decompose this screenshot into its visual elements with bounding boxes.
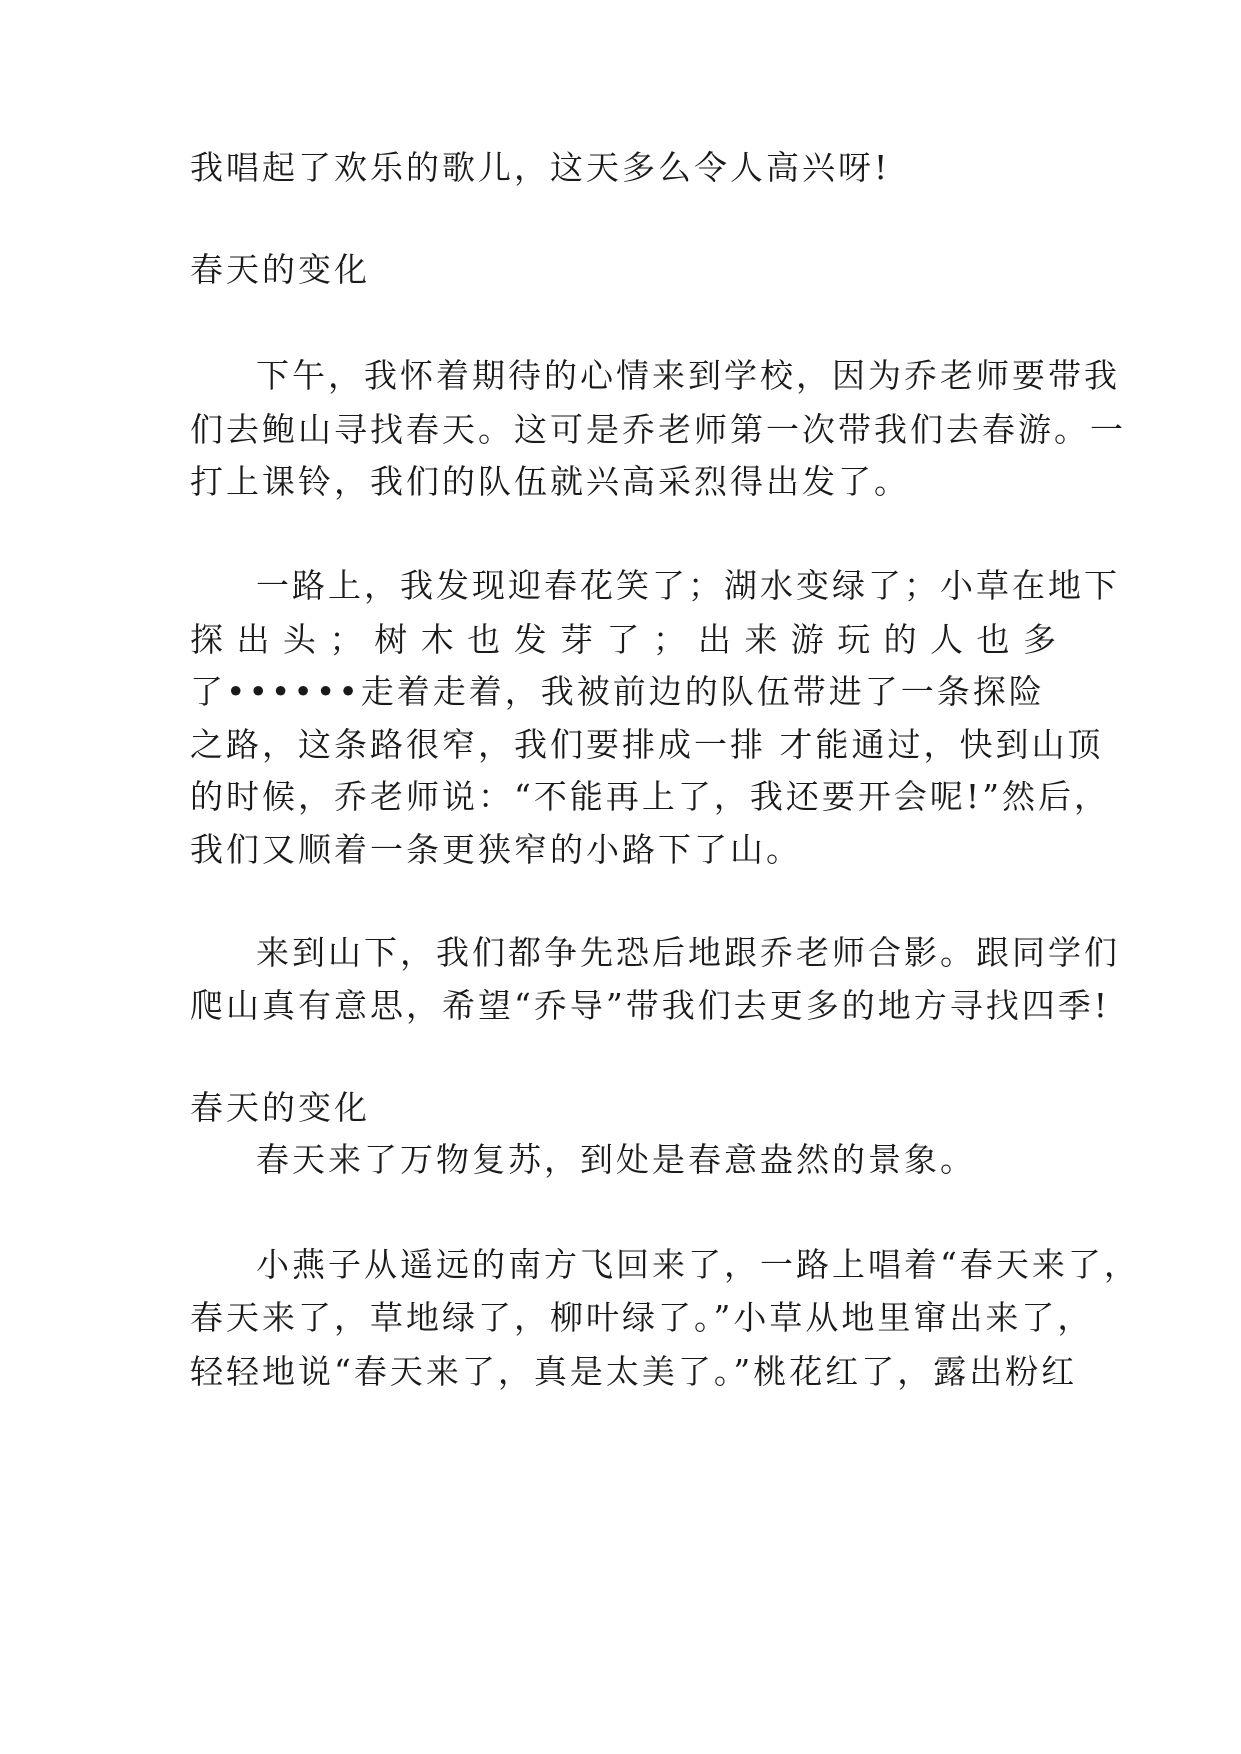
text-line: 来到山下，我们都争先恐后地跟乔老师合影。跟同学们 bbox=[256, 933, 1120, 972]
text-line: 一路上，我发现迎春花笑了；湖水变绿了；小草在地下 bbox=[256, 566, 1120, 605]
text-line: 的时候，乔老师说：“不能再上了，我还要开会呢!”然后， bbox=[190, 777, 1111, 816]
text-line: 小燕子从遥远的南方飞回来了，一路上唱着“春天来了， bbox=[256, 1245, 1140, 1284]
text-line: 下午，我怀着期待的心情来到学校，因为乔老师要带我 bbox=[256, 356, 1120, 395]
text-line: 我们又顺着一条更狭窄的小路下了山。 bbox=[190, 830, 802, 869]
text-line: 探 出 头 ； 树 木 也 发 芽 了 ； 出 来 游 玩 的 人 也 多 bbox=[190, 620, 1056, 659]
text-line: 爬山真有意思，希望“乔导”带我们去更多的地方寻找四季! bbox=[190, 986, 1111, 1025]
section-heading: 春天的变化 bbox=[190, 1088, 370, 1127]
text-line: 春天来了万物复苏，到处是春意盎然的景象。 bbox=[256, 1140, 976, 1179]
text-line: 我唱起了欢乐的歌儿，这天多么令人高兴呀! bbox=[190, 148, 891, 187]
text-line: 打上课铃，我们的队伍就兴高采烈得出发了。 bbox=[190, 462, 910, 501]
text-line: 们去鲍山寻找春天。这可是乔老师第一次带我们去春游。一 bbox=[190, 410, 1126, 449]
text-line: 轻轻地说“春天来了，真是太美了。”桃花红了，露出粉红 bbox=[190, 1352, 1078, 1391]
text-line: 春天来了，草地绿了，柳叶绿了。”小草从地里窜出来了， bbox=[190, 1298, 1094, 1337]
text-line: 了••••••走着走着，我被前边的队伍带进了一条探险 bbox=[190, 672, 1045, 711]
text-line: 之路，这条路很窄，我们要排成一排 才能通过，快到山顶 bbox=[190, 725, 1104, 764]
section-heading: 春天的变化 bbox=[190, 250, 370, 289]
